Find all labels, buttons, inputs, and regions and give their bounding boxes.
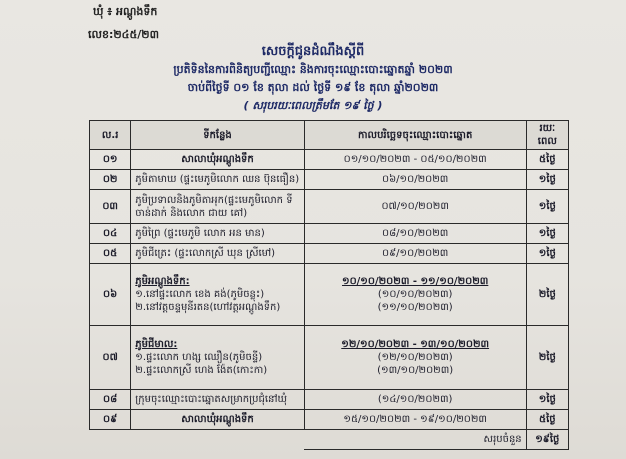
row-days: ២ថ្ងៃ <box>526 264 568 326</box>
place-line: ភូមិប្រទាលនិងភូមិតាអុក(ផ្ទះមេភូមិលោក ទី <box>135 194 293 206</box>
row-no: ០៩ <box>90 410 131 430</box>
place-heading: ភូមិអណ្ដូងទឹក: <box>135 276 190 287</box>
row-no: ០៧ <box>90 326 131 390</box>
row-place: សាលាឃុំអណ្ដូងទឹក <box>131 410 304 430</box>
row-no: ០២ <box>90 170 131 190</box>
table-row <box>90 224 569 244</box>
total-days: ១៩ថ្ងៃ <box>526 430 568 450</box>
table-row <box>90 170 569 190</box>
place-line: ១.ផ្ទះលោក ហង្ស ឈឿន(ភូមិចន្ទី) <box>135 352 263 363</box>
total-row <box>90 430 569 450</box>
date-line: (១៣/១០/២០២៣) <box>377 365 454 376</box>
row-date: (១៤/១០/២០២៣) <box>304 390 526 410</box>
row-days: ៥ថ្ងៃ <box>526 410 568 430</box>
date-line: (១០/១០/២០២៣) <box>377 289 453 300</box>
row-place: ភូមិតាមាឃ (ផ្ទះមេភូមិលោក ឈន ប៊ុនធឿន) <box>131 170 304 190</box>
commune-line: ឃុំ ៖ អណ្ដូងទឹក <box>93 5 158 18</box>
table-row <box>90 190 569 224</box>
table-row <box>90 264 569 326</box>
total-label: សរុបចំនួន <box>304 430 526 450</box>
row-place: សាលាឃុំអណ្ដូងទឹក <box>131 150 304 170</box>
row-place <box>131 326 304 390</box>
row-no: ០៣ <box>90 190 131 224</box>
date-line: (១១/១០/២០២៣) <box>377 302 453 313</box>
notice-subtitle: ប្រតិទិននៃការពិនិត្យបញ្ជីឈ្មោះ និងការចុះឈ្មោះបោះឆ្នោតឆ្នាំ ២០២៣ <box>173 63 453 76</box>
row-days: ១ថ្ងៃ <box>526 224 568 244</box>
row-days: ៥ថ្ងៃ <box>526 150 568 170</box>
schedule-table <box>89 120 569 450</box>
row-date: ១៥/១០/២០២៣ - ១៩/១០/២០២៣ <box>304 410 526 430</box>
row-no: ០៤ <box>90 224 131 244</box>
table-row <box>90 390 569 410</box>
place-line: ២.ផ្ទះលោកស្រី ហេង ង៉ែត(កោះកា) <box>135 365 268 376</box>
row-date <box>304 326 526 390</box>
row-place: ក្រុមចុះឈ្មោះបោះឆ្នោតសម្រាកប្រជុំនៅឃុំ <box>131 390 304 410</box>
place-line: ២.នៅវត្តចន្ទមុនីរតន(ហៅវត្តអណ្ដូងទឹក) <box>135 302 281 313</box>
table-row <box>90 244 569 264</box>
date-range: ១០/១០/២០២៣ - ១១/១០/២០២៣ <box>342 276 489 287</box>
row-date: ០១/១០/២០២៣ - ០៥/១០/២០២៣ <box>304 150 526 170</box>
row-date: ០៦/១០/២០២៣ <box>304 170 526 190</box>
table-header-row <box>90 121 569 150</box>
row-date <box>304 264 526 326</box>
place-line: ១.នៅផ្ទះលោក ខេង គង់(ភូមិចន្លុះ) <box>135 289 265 300</box>
header-days: រយៈពេល <box>526 121 568 150</box>
row-days: ១ថ្ងៃ <box>526 190 568 224</box>
date-line: (១២/១០/២០២៣) <box>377 352 453 363</box>
row-no: ០៥ <box>90 244 131 264</box>
row-days: ១ថ្ងៃ <box>526 390 568 410</box>
row-date: ០៩/១០/២០២៣ <box>304 244 526 264</box>
notice-period: ចាប់ពីថ្ងៃទី ០១ ខែ តុលា ដល់ ថ្ងៃទី ១៩ ខែ តុលា ឆ្នាំ២០២៣ <box>187 81 439 94</box>
row-place: ភូមិជីត្រេះ (ផ្ទះលោកស្រី ឃុន ស្រីមៅ) <box>131 244 304 264</box>
row-days: ១ថ្ងៃ <box>526 170 568 190</box>
row-no: ០១ <box>90 150 131 170</box>
notice-title: សេចក្ដីជូនដំណឹងស្ដីពី <box>261 44 365 59</box>
row-date: ០៧/១០/២០២៣ <box>304 190 526 224</box>
total-spacer <box>90 430 131 450</box>
header-no: ល.រ <box>90 121 131 150</box>
row-days: ២ថ្ងៃ <box>526 326 568 390</box>
date-range: ១២/១០/២០២៣ - ១៣/១០/២០២៣ <box>341 339 490 350</box>
row-no: ០៦ <box>90 264 131 326</box>
place-line: ចាន់ដាក់ និងលោក ជាយ គៅ) <box>135 207 248 219</box>
total-spacer <box>131 430 304 450</box>
place-heading: ភូមិជីមាល: <box>135 339 178 350</box>
row-place <box>131 264 304 326</box>
table-row <box>90 150 569 170</box>
row-date: ០៨/១០/២០២៣ <box>304 224 526 244</box>
row-days: ១ថ្ងៃ <box>526 244 568 264</box>
table-row <box>90 326 569 390</box>
reference-number: លេខ:២៤៥/២៣ <box>88 28 159 41</box>
row-place <box>131 190 304 224</box>
header-place: ទីកន្លែង <box>131 121 304 150</box>
notice-duration: ( សរុបរយៈពេលត្រឹមតែ ១៩ ថ្ងៃ ) <box>243 99 383 112</box>
row-place: ភូមិព្រៃ (ផ្ទះមេភូមិ លោក អន មាន) <box>131 224 304 244</box>
header-date: កាលបរិច្ឆេទចុះឈ្មោះបោះឆ្នោត <box>304 121 526 150</box>
table-row <box>90 410 569 430</box>
row-no: ០៨ <box>90 390 131 410</box>
